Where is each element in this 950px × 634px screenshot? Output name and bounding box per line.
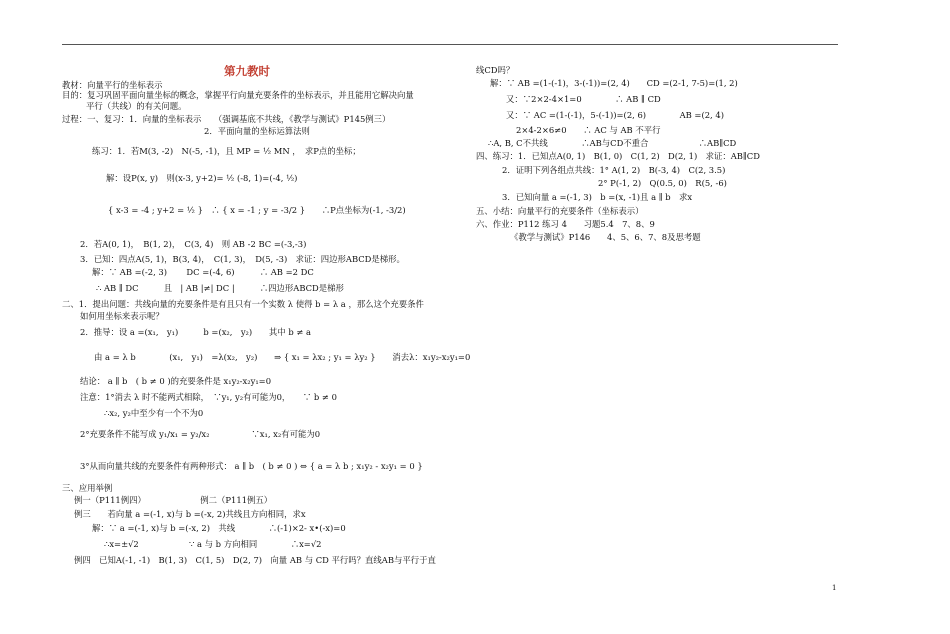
review-item-2: 2．平面向量的坐标运算法则 xyxy=(204,126,310,136)
purpose-line: 目的：复习巩固平面向量坐标的概念，掌握平行向量充要条件的坐标表示，并且能用它解决向量 xyxy=(62,90,414,100)
homework-line-2: 《教学与测试》P146 4、5、6、7、8及思考题 xyxy=(510,232,701,242)
purpose-line-2: 平行（共线）的有关问题。 xyxy=(86,101,187,111)
section-3-heading: 三、应用举例 xyxy=(62,483,113,493)
materials-line: 教材：向量平行的坐标表示 xyxy=(62,80,163,90)
example-3-result: ∴x=±√2 ∵ a 与 b 方向相同 ∴x=√2 xyxy=(104,539,322,549)
section-2-question: 二、1．提出问题：共线向量的充要条件是有且只有一个实数 λ 使得 b = λ a ，那么这个充要条件 xyxy=(62,299,424,309)
example-4: 例四 已知A(-1, -1) B(1, 3) C(1, 5) D(2, 7) 向量 AB 与 CD 平行吗？直线AB与平行于直 xyxy=(74,555,436,565)
note-1: 注意：1°消去 λ 时不能两式相除， ∵y₁, y₂有可能为0， ∵ b ≠ 0 xyxy=(80,392,337,402)
page-number: 1 xyxy=(832,584,837,592)
homework-line: 六、作业：P112 练习 4 习题5.4 7、8、9 xyxy=(476,219,655,229)
exercise-1-system: { x-3 = -4 ; y+2 = ½ } ∴ { x = -1 ; y = -3/2 } ∴P点坐标为(-1, -3/2) xyxy=(108,205,406,215)
page-title: 第九教时 xyxy=(224,64,270,78)
derivation-setup: 2．推导：设 a =(x₁, y₁) b =(x₂, y₂) 其中 b ≠ a xyxy=(80,327,312,337)
example-4-solution-5: ∴A, B, C不共线 ∴AB与CD不重合 ∴AB∥CD xyxy=(488,138,737,148)
example-3: 例三 若向量 a =(-1, x)与 b =(-x, 2)共线且方向相同，求x xyxy=(74,509,306,519)
exercise-2: 2．若A(0, 1)， B(1, 2)， C(3, 4) 则 AB -2 BC =(-3,-3) xyxy=(80,239,307,249)
examples-1-2: 例一（P111例四） 例二（P111例五） xyxy=(74,495,273,505)
exercise-1: 练习：1．若M(3, -2) N(-5, -1)，且 MP = ½ MN ， 求P点的坐标； xyxy=(92,146,361,156)
example-4-solution-4: 2×4-2×6≠0 ∴ AC 与 AB 不平行 xyxy=(516,125,661,135)
exercise-1-solution: 解：设P(x, y) 则(x-3, y+2)= ½ (-8, 1)=(-4, ½) xyxy=(106,173,298,183)
summary-line: 五、小结：向量平行的充要条件（坐标表示） xyxy=(476,206,644,216)
example-4-solution-3: 又：∵ AC =(1-(-1)，5-(-1))=(2, 6) AB =(2, 4) xyxy=(506,110,724,120)
practice-2: 2．证明下列各组点共线：1° A(1, 2) B(-3, 4) C(2, 3.5) xyxy=(502,165,726,175)
practice-1: 四、练习：1．已知点A(0, 1) B(1, 0) C(1, 2) D(2, 1) 求证：AB∥CD xyxy=(476,151,760,161)
derivation-steps: 由 a = λ b (x₁, y₁) =λ(x₂, y₂) ⇒ { x₁ = λx₂ ; y₁ = λy₂ } 消去λ：x₁y₂-x₂y₁=0 xyxy=(94,352,471,362)
exercise-3-step-2: ∴ AB ∥ DC 且 | AB |≠| DC | ∴四边形ABCD是梯形 xyxy=(96,283,344,293)
example-3-solution: 解：∵ a =(-1, x)与 b =(-x, 2) 共线 ∴(-1)×2- x•(-x)=0 xyxy=(92,523,346,533)
note-2: 2°充要条件不能写成 y₁/x₁ = y₂/x₂ ∵x₁, x₂有可能为0 xyxy=(80,429,321,439)
section-2-question-2: 如何用坐标来表示呢？ xyxy=(80,311,164,321)
practice-2-part-2: 2° P(-1, 2) Q(0.5, 0) R(5, -6) xyxy=(598,178,727,188)
process-line: 过程：一、复习：1．向量的坐标表示 （强调基底不共线，《教学与测试》P145例三） xyxy=(62,114,391,124)
practice-3: 3．已知向量 a =(-1, 3) b =(x, -1)且 a ∥ b 求x xyxy=(502,192,693,202)
example-4-cont: 线CD吗？ xyxy=(476,65,515,75)
example-4-solution-2: 又：∵2×2-4×1=0 ∴ AB ∥ CD xyxy=(506,94,661,104)
example-4-solution-1: 解：∵ AB =(1-(-1)，3-(-1))=(2, 4) CD =(2-1, 7-5)=(1, 2) xyxy=(490,78,738,88)
header-rule xyxy=(62,44,838,45)
exercise-3-step-1: 解：∵ AB =(-2, 3) DC =(-4, 6) ∴ AB =2 DC xyxy=(92,267,314,277)
exercise-3: 3．已知：四点A(5, 1)，B(3, 4)， C(1, 3)， D(5, -3) 求证：四边形ABCD是梯形。 xyxy=(80,254,405,264)
conclusion-line: 结论： a ∥ b ( b ≠ 0 )的充要条件是 x₁y₂-x₂y₁=0 xyxy=(80,376,272,386)
note-3: 3°从而向量共线的充要条件有两种形式： a ∥ b ( b ≠ 0 ) ⇔ { a = λ b ; x₁y₂ - x₂y₁ = 0 } xyxy=(80,461,423,471)
note-1-cont: ∴x₂, y₂中至少有一个不为0 xyxy=(104,408,204,418)
